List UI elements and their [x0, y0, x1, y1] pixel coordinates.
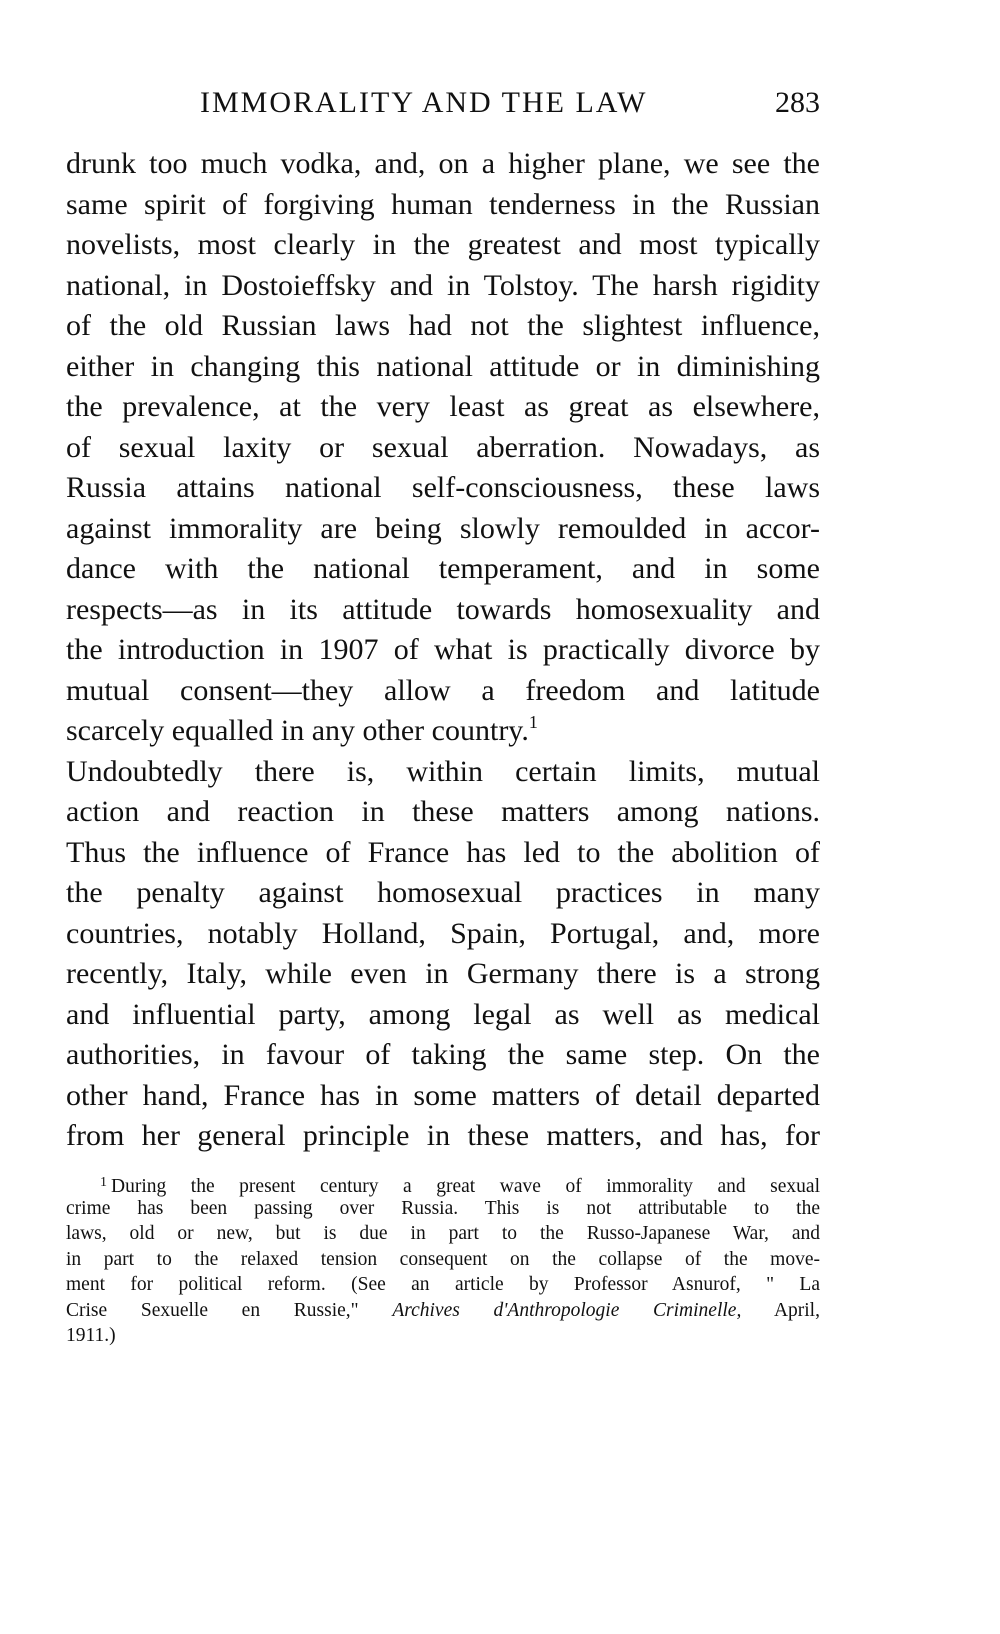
text-line-with-footnote-ref [66, 711, 820, 752]
citation-prefix: Crise Sexuelle en Russie," [66, 1299, 393, 1321]
text-line: countries, notably Holland, Spain, Portugal, and, more [66, 916, 820, 950]
text-line: the prevalence, at the very least as great as elsewhere, [66, 390, 820, 423]
footnote [66, 1170, 820, 1349]
footnote-marker: 1 [100, 1175, 107, 1190]
text-line: authorities, in favour of taking the same step. On the [66, 1038, 820, 1071]
footnote-reference[interactable]: 1 [528, 712, 538, 732]
text-line: of the old Russian laws had not the slightest influence, [66, 309, 820, 342]
text-line: either in changing this national attitude or in diminishing [66, 349, 820, 383]
footnote-line: 1911.) [66, 1325, 116, 1346]
text-line: of sexual laxity or sexual aberration. Nowadays, as [66, 430, 820, 464]
text-line: Russia attains national self-consciousness, these laws [66, 471, 820, 504]
text-line-content: scarcely equalled in any other country. [66, 714, 529, 747]
text-line: the introduction in 1907 of what is practically divorce by [66, 633, 820, 666]
page-number: 283 [775, 86, 820, 119]
citation-suffix: April, [741, 1299, 820, 1321]
text-line: against immorality are being slowly remoulded in accor- [66, 511, 820, 545]
footnote-line [66, 1170, 820, 1196]
text-line-paragraph-start: Undoubtedly there is, within certain limits, mutual [66, 754, 820, 788]
text-line: and influential party, among legal as well as medical [66, 997, 820, 1031]
text-line: dance with the national temperament, and in some [66, 552, 820, 585]
text-line: same spirit of forgiving human tenderness in the Russian [66, 187, 820, 221]
text-line: Thus the influence of France has led to the abolition of [66, 835, 820, 869]
footnote-line: laws, old or new, but is due in part to the Russo-Japanese War, and [66, 1223, 820, 1244]
running-head [66, 86, 820, 126]
footnote-line: crime has been passing over Russia. This is not attributable to the [66, 1197, 820, 1219]
running-title: IMMORALITY AND THE LAW [200, 86, 648, 119]
footnote-line-citation [66, 1298, 820, 1324]
text-line: other hand, France has in some matters of detail departed [66, 1078, 820, 1112]
text-line: the penalty against homosexual practices in many [66, 876, 820, 909]
text-line: novelists, most clearly in the greatest and most typically [66, 228, 820, 261]
text-line: drunk too much vodka, and, on a higher plane, we see the [66, 147, 820, 180]
text-line: from her general principle in these matters, and has, for [66, 1119, 820, 1152]
text-line: action and reaction in these matters among nations. [66, 795, 820, 828]
footnote-line: ment for political reform. (See an article by Professor Asnurof, " La [66, 1274, 820, 1295]
text-line: recently, Italy, while even in Germany there is a strong [66, 957, 820, 990]
text-line: mutual consent—they allow a freedom and latitude [66, 673, 820, 707]
text-line: respects—as in its attitude towards homosexuality and [66, 592, 820, 626]
footnote-line-text: During the present century a great wave of immorality and sexual [111, 1176, 820, 1197]
text-line: national, in Dostoieffsky and in Tolstoy. The harsh rigidity [66, 268, 820, 302]
journal-title: Archives d'Anthropologie Criminelle, [392, 1299, 742, 1321]
body-text [66, 144, 820, 1157]
footnote-line: in part to the relaxed tension consequent on the collapse of the move- [66, 1248, 820, 1270]
